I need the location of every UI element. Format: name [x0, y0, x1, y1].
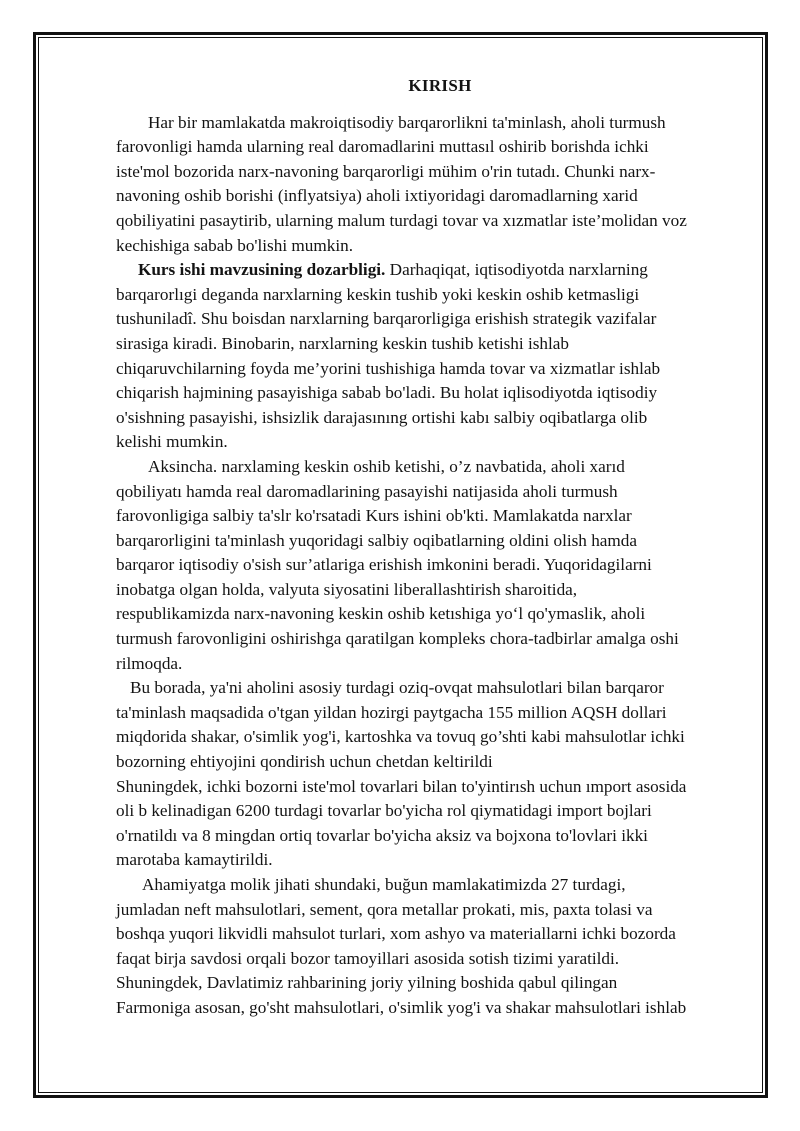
text-line: bozorning ehtiyojini qondirish uchun chetdan keltirildi	[116, 752, 493, 772]
text-line: Har bir mamlakatda makroiqtisodiy barqarorlikni ta'minlash, aholi turmush	[148, 112, 666, 132]
paragraph-contrast	[116, 455, 746, 676]
text-line: marotaba kamaytirildi.	[116, 850, 273, 870]
text-line: kechishiga sabab bo'lishi mumkin.	[116, 235, 354, 255]
text-line: jumladan neft mahsulotlari, sement, qora metallar prokati, mis, paxta tolasi va	[116, 899, 653, 919]
text-line: kelishi mumkin.	[116, 432, 228, 452]
text-line: Shuningdek, Davlatimiz rahbarining joriy yilning boshida qabul qilingan	[116, 973, 618, 993]
text-line: barqarorlıgi deganda narxlarning keskin tushib yoki keskin oshib ketmasligi	[116, 284, 640, 304]
text-line: o'rnatildı va 8 mingdan ortiq tovarlar bo'yicha aksiz va bojxona to'lovlari ikki	[116, 825, 648, 845]
text-line: ta'minlash maqsadida o'tgan yildan hozirgi paytgacha 155 million AQSH dollari	[116, 702, 667, 722]
text-line: respublikamizda narx-navoning keskin oshib ketıshiga yo‘l qo'ymaslik, aholi	[116, 604, 646, 624]
text-line: oli b kelinadigan 6200 turdagi tovarlar bo'yicha rol qiymatidagi import bojlari	[116, 801, 652, 821]
text-line: tushuniladî. Shu boisdan narxlarning barqarorligiga erishish strategik vazifalar	[116, 309, 657, 329]
text-line: Shuningdek, ichki bozorni iste'mol tovarlari bilan to'yintirısh uchun ımport asosida	[116, 776, 687, 796]
text-line: Farmoniga asosan, go'sht mahsulotlari, o'simlik yog'i va shakar mahsulotlari ishlab	[116, 997, 687, 1017]
text-line: Aksincha. narxlaming keskin oshib ketishi, o’z navbatida, aholi xarıd	[148, 456, 625, 476]
paragraph-import	[116, 775, 746, 873]
text-line: boshqa yuqori likvidli mahsulot turlari, xom ashyo va materiallarni ichki bozorda	[116, 924, 676, 944]
text-line: chiqarish hajmining pasayishiga sabab bo'ladi. Bu holat iqlisodiyotda iqtisodiy	[116, 383, 658, 403]
text-line: Ahamiyatga molik jihati shundaki, buğun mamlakatimizda 27 turdagi,	[142, 875, 626, 894]
text-line	[116, 258, 746, 283]
text-line: qobiliyatini pasaytirib, ularning malum turdagi tovar va xızmatlar iste’molidan voz	[116, 210, 687, 230]
text-line: rilmoqda.	[116, 653, 183, 673]
paragraph-relevance	[116, 258, 746, 455]
text-line: barqaror iqtisodiy o'sish sur’atlariga erishish imkonini beradi. Yuqoridagilarni	[116, 555, 652, 575]
section-title: KIRISH	[408, 76, 472, 95]
paragraph-exchange	[116, 873, 746, 1021]
text-line: miqdorida shakar, o'simlik yog'i, kartoshka va tovuq go’shti kabi mahsulotlar ichki	[116, 727, 685, 747]
text-line: o'sishning pasayishi, ishsizlik darajasınıng ortishi kabı salbiy oqibatlarga olib	[116, 407, 648, 427]
text-line: qobiliyatı hamda real daromadlarining pasayishi natijasida aholi turmush	[116, 481, 618, 501]
text-line: Bu borada, ya'ni aholini asosiy turdagi oziq-ovqat mahsulotlari bilan barqaror	[130, 678, 664, 698]
text-run: Darhaqiqat, iqtisodiyotda narxlarning	[385, 260, 648, 280]
text-line: farovonligi hamda ularning real daromadlarini muttasıl oshirib borishda ichki	[116, 137, 649, 157]
text-line: faqat birja savdosi orqali bozor tamoyillari asosida sotish tizimi yaratildi.	[116, 948, 620, 968]
text-line: sirasiga kiradi. Binobarin, narxlarning keskin tushib ketishi ishlab	[116, 333, 570, 353]
text-line: iste'mol bozorida narx-navoning barqarorligi mühim o'rin tutadı. Chunki narx-	[116, 161, 656, 181]
text-line: barqarorligini ta'minlash yuqoridagi salbiy oqibatlarning oldini olish hamda	[116, 530, 638, 550]
paragraph-intro	[116, 111, 746, 259]
relevance-heading: Kurs ishi mavzusining dozarbligi.	[138, 260, 386, 280]
text-line: navoning oshib borishi (inflyatsiya) aholi ixtiyoridagi daromadlarning xarid	[116, 186, 638, 206]
document-body	[116, 70, 746, 1021]
text-line: turmush farovonligini oshirishga qaratilgan kompleks chora-tadbirlar amalga oshi	[116, 629, 679, 649]
text-line: chiqaruvchilarning foyda me’yorini tushishiga hamda tovar va xizmatlar ishlab	[116, 358, 661, 378]
text-line: farovonligiga salbiy ta'slr ko'rsatadi Kurs ishini ob'kti. Mamlakatda narxlar	[116, 506, 632, 526]
text-line: inobatga olgan holda, valyuta siyosatini liberallashtirish sharoitida,	[116, 579, 578, 599]
paragraph-food-supply	[116, 676, 746, 774]
